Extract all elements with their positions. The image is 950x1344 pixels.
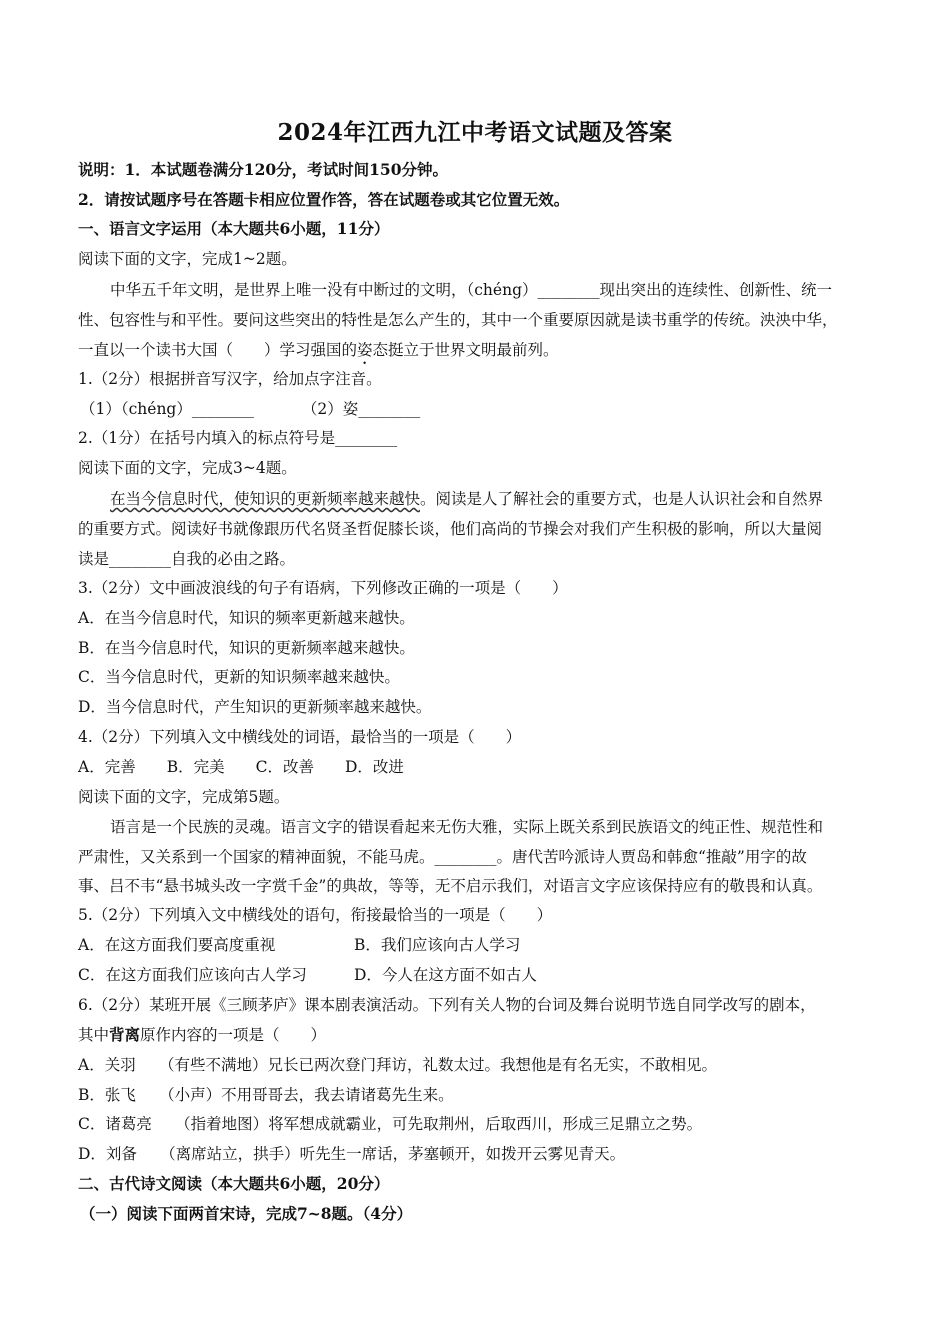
reading-instruction-3-4: 阅读下面的文字，完成3~4题。: [78, 459, 297, 477]
question-1-part-1: （1）（chéng）________: [80, 400, 254, 418]
question-6-line-2a: 其中: [78, 1026, 110, 1044]
question-3: 3.（2分）文中画波浪线的句子有语病，下列修改正确的一项是（ ）: [78, 579, 568, 597]
question-1-blanks: [80, 399, 420, 419]
section-1-heading: 一、语言文字运用（本大题共6小题，11分）: [78, 219, 390, 238]
question-6-line-2c: 原作内容的一项是（ ）: [140, 1026, 327, 1044]
question-6-line-1: 6.（2分）某班开展《三顾茅庐》课本剧表演活动。下列有关人物的台词及舞台说明节选自同学改写的剧本，: [78, 996, 816, 1014]
question-4: 4.（2分）下列填入文中横线处的词语，最恰当的一项是（ ）: [78, 728, 522, 746]
passage-1-line-2: 性、包容性与和平性。要问这些突出的特性是怎么产生的，其中一个重要原因就是读书重学的传统。泱泱中华，: [78, 311, 838, 329]
question-1: 1.（2分）根据拼音写汉字，给加点字注音。: [78, 370, 382, 388]
question-6-option-c: C．诸葛亮 （指着地图）将军想成就霸业，可先取荆州，后取西川，形成三足鼎立之势。: [78, 1115, 703, 1133]
question-5: 5.（2分）下列填入文中横线处的语句，衔接最恰当的一项是（ ）: [78, 906, 553, 924]
reading-instruction-5: 阅读下面的文字，完成第5题。: [78, 788, 290, 806]
question-5-option-a: A．在这方面我们要高度重视: [78, 936, 276, 954]
page-title: 2024年江西九江中考语文试题及答案: [277, 119, 673, 146]
passage-2-line-2: 的重要方式。阅读好书就像跟历代名贤圣哲促膝长谈，他们高尚的节操会对我们产生积极的影响，所以大量阅: [78, 520, 823, 538]
question-6-option-b: B．张飞 （小声）不用哥哥去，我去请诸葛先生来。: [78, 1086, 454, 1104]
note-2: 2．请按试题序号在答题卡相应位置作答，答在试题卷或其它位置无效。: [78, 190, 570, 209]
question-5-option-d: D．今人在这方面不如古人: [354, 966, 537, 984]
question-6-option-d: D．刘备 （离席站立，拱手）听先生一席话，茅塞顿开，如拨开云雾见青天。: [78, 1145, 626, 1163]
question-1-part-2: （2）姿________: [301, 400, 421, 418]
passage-3-line-1: 语言是一个民族的灵魂。语言文字的错误看起来无伤大雅，实际上既关系到民族语文的纯正性、规范性和: [110, 818, 824, 836]
question-3-option-b: B．在当今信息时代，知识的更新频率越来越快。: [78, 639, 415, 657]
passage-1-line-3: [78, 340, 559, 368]
question-6-emphasis: 背离: [109, 1025, 141, 1044]
question-2: 2.（1分）在括号内填入的标点符号是________: [78, 429, 398, 447]
question-5-row-2: [78, 965, 537, 985]
passage-1-line-3c: 态挺立于世界文明最前列。: [372, 341, 559, 359]
passage-2-line-3: 读是________自我的必由之路。: [78, 550, 296, 568]
question-6-option-a: A．关羽 （有些不满地）兄长已两次登门拜访，礼数太过。我想他是有名无实，不敢相见。: [78, 1056, 717, 1074]
passage-1-line-1: 中华五千年文明，是世界上唯一没有中断过的文明，（chéng）________现出突出的连续性、创新性、统一: [110, 281, 832, 299]
question-5-option-c: C．在这方面我们应该向古人学习: [78, 966, 307, 984]
question-5-row-1: [78, 935, 520, 955]
passage-2-line-1: [110, 489, 823, 509]
reading-instruction-1-2: 阅读下面的文字，完成1~2题。: [78, 250, 297, 268]
note-1: 说明：1．本试题卷满分120分，考试时间150分钟。: [78, 160, 448, 179]
question-3-option-d: D．当今信息时代，产生知识的更新频率越来越快。: [78, 698, 432, 716]
passage-3-line-3: 事、吕不韦“悬书城头改一字赏千金”的典故，等等，无不启示我们，对语言文字应该保持应有的敬畏和认真。: [78, 877, 823, 895]
dotted-character: 姿: [357, 341, 373, 359]
section-2-heading: 二、古代诗文阅读（本大题共6小题，20分）: [78, 1174, 390, 1193]
section-2-subheading-1: （一）阅读下面两首宋诗，完成7~8题。（4分）: [80, 1204, 413, 1223]
passage-3-line-2: 严肃性，又关系到一个国家的精神面貌，不能马虎。________。唐代苦吟派诗人贾岛和韩愈“推敲”用字的故: [78, 848, 807, 866]
question-5-option-b: B．我们应该向古人学习: [354, 936, 521, 954]
wavy-underlined-sentence: 在当今信息时代，使知识的更新频率越来越快: [110, 490, 421, 508]
question-3-option-c: C．当今信息时代，更新的知识频率越来越快。: [78, 668, 400, 686]
question-6-line-2: [78, 1025, 326, 1045]
passage-2-line-1b: 。阅读是人了解社会的重要方式，也是人认识社会和自然界: [420, 490, 824, 508]
question-4-options: A．完善 B．完美 C．改善 D．改进: [78, 758, 404, 776]
question-3-option-a: A．在当今信息时代，知识的频率更新越来越快。: [78, 609, 415, 627]
passage-1-line-3a: 一直以一个读书大国（ ）学习强国的: [78, 341, 358, 359]
